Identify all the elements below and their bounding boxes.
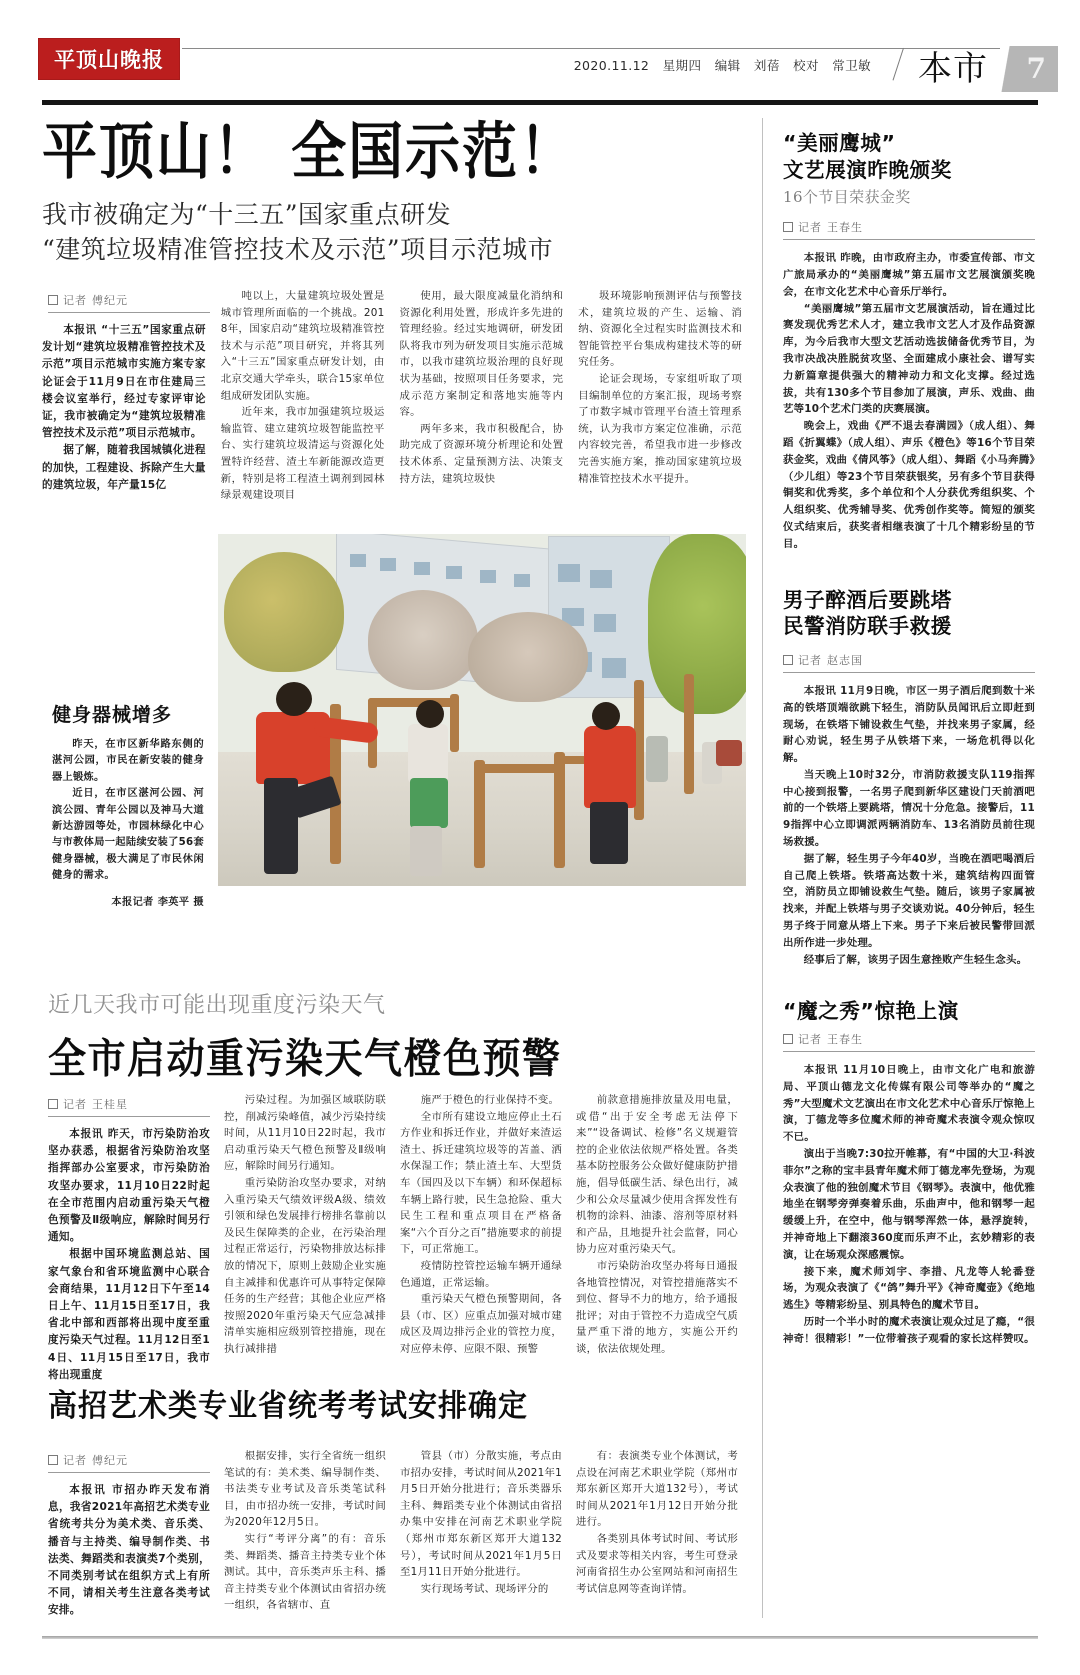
- lead-column-1: [42, 288, 206, 506]
- alert-col3-text: [400, 1092, 562, 1358]
- proofreader-name: 常卫敏: [832, 58, 871, 73]
- exam-byline-name: 傅纪元: [92, 1454, 128, 1467]
- exam-story-columns: [48, 1448, 738, 1616]
- alert-byline-role: 记者: [63, 1098, 87, 1111]
- sidebar-2-title-line1: 男子醉酒后要跳塔: [783, 587, 952, 612]
- paragraph: 当天晚上10时32分，市消防救援支队119指挥中心接到报警，一名男子爬到新华区建设门天前酒吧前的一个铁塔上要跳塔，情况十分危急。接警后，119指挥中心立即调派两辆消防车、13名消防员前往现场救援。: [783, 768, 1035, 849]
- paragraph: 使用，最大限度减量化消纳和资源化利用处置，形成许多先进的管理经验。经过实地调研，研发团队将我市列为研发项目实施示范城市，以我市建筑垃圾治理的良好现状为基础，按照项目任务要求，完成示范方案制定和落地实施等内容。: [399, 290, 564, 419]
- sidebar-divider: [762, 118, 763, 1618]
- sidebar-article-1: [783, 130, 1035, 553]
- lead-column-4: [578, 288, 742, 506]
- paragraph: 本报讯 11月9日晚，市区一男子酒后爬到数十米高的铁塔顶端欲跳下轻生，消防队员闻讯后立即赶到现场，在铁塔下铺设救生气垫，并找来男子家属，经耐心劝说，轻生男子从铁塔下来，一场危机得以化解。: [783, 684, 1035, 765]
- lead-story-header: [42, 115, 742, 266]
- photo-equipment-post: [554, 752, 565, 868]
- sidebar-1-byline-name: 王春生: [827, 221, 863, 235]
- photo-tree: [648, 534, 746, 714]
- fitness-equipment-photo: [218, 534, 746, 886]
- photo-person-distant: [716, 740, 742, 766]
- photo-window: [602, 658, 626, 678]
- alert-col1-text: [48, 1126, 210, 1384]
- sidebar-1-byline: [783, 219, 1035, 240]
- paragraph: 本报讯 “十三五”国家重点研发计划“建筑垃圾精准管控技术及示范”项目示范城市实施方案专家论证会于11月9日在市住建局三楼会议室举行，经过专家评审论证，我市被确定为“建筑垃圾精准管控技术及示范”项目示范城市。: [42, 324, 206, 440]
- photo-caption-title: 健身器械增多: [52, 704, 173, 726]
- sidebar-article-2: [783, 587, 1035, 969]
- paragraph: 疫情防控管控运输车辆开通绿色通道，正常运输。: [400, 1259, 562, 1289]
- exam-col4-text: [576, 1448, 738, 1597]
- sidebar-3-byline-role: 记者: [798, 1033, 822, 1047]
- lead-col1-text: [42, 322, 206, 494]
- lead-subhead-line1: 我市被确定为“十三五”国家重点研发: [42, 200, 452, 230]
- photo-tree: [224, 552, 344, 672]
- paragraph: 经事后了解，该男子因生意挫败产生轻生念头。: [803, 953, 1028, 966]
- photo-window: [446, 566, 462, 579]
- exam-col3-text: [400, 1448, 562, 1597]
- sidebar-2-byline: [783, 652, 1035, 673]
- photo-tree: [468, 612, 588, 702]
- alert-story-columns: [48, 1092, 738, 1381]
- newspaper-logo-text: 平顶山晚报: [54, 47, 164, 72]
- paragraph: 本报讯 市招办昨天发布消息，我省2021年高招艺术类专业省统考共分为美术类、音乐类、播音与主持类、编导制作类、书法类、舞蹈类和表演类7个类别，不同类别考试在组织方式上有所不同，请相关考生注意各类考试安排。: [48, 1484, 210, 1617]
- publication-weekday: 星期四: [662, 58, 702, 73]
- lead-col2-text: [221, 288, 385, 504]
- lead-column-3: [400, 288, 564, 506]
- alert-kicker: 近几天我市可能出现重度污染天气: [48, 993, 386, 1018]
- paragraph: 论证会现场，专家组听取了项目编制单位的方案汇报，现场考察了市数字城市管理平台渣土管理系统，认为我市方案定位准确，示范内容较完善，希望我市进一步修改完善实施方案，推动国家建筑垃圾精准管控技术水平提升。: [578, 372, 742, 485]
- photo-window: [480, 570, 496, 583]
- alert-story-header: [48, 988, 738, 1083]
- alert-headline: 全市启动重污染天气橙色预警: [48, 1034, 562, 1083]
- lead-byline-role: 记者: [63, 294, 87, 307]
- photo-person-head: [276, 682, 312, 716]
- photo-caption-body: [52, 737, 204, 885]
- sidebar-1-body: [783, 250, 1035, 552]
- photo-window: [380, 558, 396, 571]
- photo-window: [414, 562, 430, 575]
- photo-window: [558, 564, 580, 582]
- paragraph: 晚会上，戏曲《严不退去春满园》（成人组）、舞蹈《折翼蝶》（成人组）、声乐《橙色》等16个节目荣获金奖，戏曲《倩风筝》（成人组）、舞蹈《小马奔腾》（少儿组）等23个节目荣获银奖，另有多个节目获得铜奖和优秀奖，多个单位和个人分获优秀组织奖、个人组织奖、优秀辅导奖、优秀创作奖等。简短的颁奖仪式结束后，获奖者相继表演了十几个精彩纷呈的节目。: [783, 420, 1035, 550]
- paragraph: 各类别具体考试时间、考试形式及要求等相关内容，考生可登录河南省招生办公室网站和河南招生考试信息网等查询详情。: [576, 1532, 738, 1595]
- photo-caption-block: [52, 700, 204, 908]
- photo-equipment-arm: [450, 694, 459, 752]
- alert-col4-text: [576, 1092, 738, 1358]
- sidebar-2-title-line2: 民警消防联手救援: [783, 614, 952, 639]
- paragraph: 据了解，轻生男子今年40岁，当晚在酒吧喝酒后自己爬上铁塔。铁塔高达数十米，建筑结构四面管空，消防员立即铺设救生气垫。随后，该男子家属被找来，并配上铁塔与男子交谈劝说。40分钟后，轻生男子终于同意从塔上下来。男子下来后被民警带回派出所作进一步处理。: [783, 852, 1035, 949]
- byline-square-icon: [783, 1034, 793, 1044]
- masthead: [0, 34, 1080, 90]
- photo-equipment-post: [684, 674, 694, 794]
- lead-subhead-line2: “建筑垃圾精准管控技术及示范”项目示范城市: [42, 235, 554, 265]
- sidebar-1-title-line2: 文艺展演昨晚颁奖: [783, 157, 952, 182]
- lead-headline: 平顶山！ 全国示范！: [42, 115, 577, 188]
- photo-window: [594, 614, 616, 632]
- page-number: 7: [1026, 52, 1046, 85]
- sidebar-1-subtitle: 16个节目荣获金奖: [783, 188, 911, 207]
- byline-square-icon: [783, 222, 793, 232]
- sidebar-3-byline-name: 王春生: [827, 1033, 863, 1047]
- exam-story-header: [48, 1382, 738, 1423]
- paragraph: 实行现场考试、现场评分的: [420, 1582, 549, 1595]
- paragraph: 重污染防治攻坚办要求，对纳入重污染天气绩效评级A级、绩效引领和绿色发展排行榜排名靠前以及民生保障类的企业，在污染治理过程正常运行，污染物排放达标排放的情况下，原则上鼓励企业实施自主减排和优惠许可从事特定保障任务的生产经营；其他企业应严格按照2020年重污染天气应急减排清单实施相应级别管控措施，现在执行减排措: [224, 1176, 386, 1355]
- paragraph: 前款意措施排放量及用电量，或借“出于安全考虑无法停下来”“设备调试、检修”名义规避管控的企业依法依规严格处置。各类基本防控服务公众做好健康防护措施，倡导低碳生活、绿色出行，减少和公众尽量减少使用含挥发性有机物的涂料、油漆、溶剂等原材料和产品，且地提升社会监督，同心协力应对重污染天气。: [576, 1094, 738, 1256]
- photo-tree: [368, 590, 478, 690]
- editor-name: 刘蓓: [753, 58, 780, 73]
- masthead-meta: [574, 56, 880, 74]
- paragraph: 市污染防治攻坚办将每日通报各地管控情况，对管控措施落实不到位、督导不力的地方，给予通报批评；对由于管控不力造成空气质量严重下滑的地方，实施公开约谈，依法依规处理。: [576, 1259, 738, 1355]
- photo-person-child-bottom: [410, 778, 448, 828]
- alert-col2-text: [224, 1092, 386, 1358]
- alert-byline-name: 王桂星: [92, 1098, 128, 1111]
- photo-equipment-bar: [368, 698, 458, 707]
- paragraph: 重污染天气橙色预警期间，各县（市、区）应重点加强对城市建成区及周边排污企业的管控力度，对应停未停、应限不限、预警: [400, 1293, 562, 1355]
- paragraph: 根据中国环境监测总站、国家气象台和省环境监测中心联合会商结果，11月12日下午至14日上午、11月15日至17日，我省北中部和西部将出现中度至重度污染天气过程。11月12日至14日、11月15日至17日，我市将出现重度: [48, 1248, 210, 1381]
- sidebar-1-title-line1: “美丽鹰城”: [783, 131, 896, 155]
- paragraph: 近日，在市区湛河公园、河滨公园、青年公园以及神马大道新达游园等处，市园林绿化中心与市教体局一起陆续安装了56套健身器械，极大满足了市民休闲健身的需求。: [52, 788, 204, 882]
- photo-person-distant: [646, 736, 668, 782]
- page-bottom-rule: [42, 1636, 1038, 1639]
- alert-column-4: [576, 1092, 738, 1355]
- sidebar-2-byline-name: 赵志国: [827, 653, 863, 667]
- photo-credit: 本报记者 李英平 摄: [111, 896, 204, 908]
- exam-column-4: [576, 1448, 738, 1616]
- lead-col3-text: [400, 288, 564, 487]
- exam-byline-role: 记者: [63, 1454, 87, 1467]
- publication-date: 2020.11.12: [573, 58, 650, 73]
- sidebar-article-3: [783, 998, 1035, 1347]
- sidebar-1-byline-role: 记者: [798, 221, 822, 235]
- photo-window: [514, 574, 530, 587]
- paragraph: 本报讯 11月10日晚上，由市文化广电和旅游局、平顶山德龙文化传媒有限公司等举办的“魔之秀”大型魔术文艺演出在市文化艺术中心音乐厅惊艳上演，丁德龙等多位魔术师的神奇魔术表演令观众惊叹不已。: [783, 1064, 1035, 1144]
- paragraph: 全市所有建设立地应停止土石方作业和拆迁作业，并做好来渣运渣土、拆迁建筑垃圾等的苫盖、洒水保湿工作；禁止渣土车、大型货车（国四及以下车辆）和环保超标车辆上路行驶，民生急抢险、重大民生工程和重点项目在严格备案“六个百分之百”措施要求的前提下，可正常施工。: [400, 1110, 562, 1256]
- sidebar-3-body: [783, 1062, 1035, 1348]
- paragraph: 吨以上，大量建筑垃圾处置是城市管理所面临的一个挑战。2018年，国家启动“建筑垃圾精准管控技术与示范”项目研究，并将其列入“十三五”国家重点研发计划，由北京交通大学牵头，联合15家单位组成研发团队实施。: [220, 290, 385, 402]
- lead-byline-name: 傅纪元: [92, 294, 128, 307]
- photo-window: [590, 570, 612, 588]
- paragraph: 历时一个半小时的魔术表演让观众过足了瘾，“很神奇！很精彩！”一位带着孩子观看的家长这样赞叹。: [783, 1316, 1035, 1345]
- paragraph: 有：表演类专业个体测试，考点设在河南艺术职业学院（郑州市郑东新区郑开大道132号），考试时间从2021年1月12日开始分批进行。: [576, 1450, 738, 1529]
- paragraph: 本报讯 昨晚，由市政府主办，市委宣传部、市文广旅局承办的“美丽鹰城”第五届市文艺展演颁奖晚会，在市文化艺术中心音乐厅举行。: [783, 252, 1035, 298]
- exam-column-1: [48, 1448, 210, 1616]
- paragraph: 两年多来，我市积极配合，协助完成了资源环境分析理论和处置技术体系、定量预测方法、决策支持方法，建筑垃圾快: [399, 422, 564, 485]
- paragraph: “美丽鹰城”第五届市文艺展演活动，旨在通过比赛发现优秀艺术人才，建立我市文艺人才及作品资源库，为今后我市大型文艺活动选拔储备优秀节目，为我市决战决胜脱贫攻坚、全面建成小康社会、谱写实力新篇章提供强大的精神动力和文化支撑。经过选拔，共有130多个节目参加了展演，声乐、戏曲、曲艺等10个艺术门类的庆赛展演。: [783, 302, 1035, 416]
- masthead-slash-divider: [893, 48, 904, 81]
- sidebar: [783, 130, 1035, 1348]
- sidebar-3-title-line1: “魔之秀”惊艳上演: [783, 999, 959, 1024]
- sidebar-3-byline: [783, 1031, 1035, 1052]
- byline-square-icon: [783, 655, 793, 665]
- paragraph: 实行“考评分离”的有：音乐类、舞蹈类、播音主持类专业个体测试。其中，音乐类声乐主科、播音主持类专业个体测试由省招办统一组织，各省辖市、直: [224, 1532, 386, 1612]
- photo-window: [350, 554, 366, 567]
- sidebar-2-byline-role: 记者: [798, 653, 822, 667]
- exam-headline: 高招艺术类专业省统考考试安排确定: [48, 1387, 529, 1424]
- exam-col1-text: [48, 1482, 210, 1620]
- photo-person-head: [416, 700, 444, 728]
- sidebar-2-body: [783, 683, 1035, 969]
- alert-column-1: [48, 1092, 210, 1381]
- paragraph: 演出于当晚7:30拉开帷幕，有“中国的大卫·科波菲尔”之称的宝丰县青年魔术师丁德龙率先登场，为观众表演了他的独创魔术节目《钢琴》。表演中，他优雅地坐在钢琴旁弹奏着乐曲，乐曲声中，他和钢琴一起缓缓上升，在空中，他与钢琴浑然一体，悬浮旋转，并神奇地上下翻滚360度而乐声不止，玄妙精彩的表演，让在场观众深感震惊。: [783, 1148, 1035, 1261]
- exam-column-2: [224, 1448, 386, 1616]
- photo-person-legs: [590, 802, 628, 864]
- lead-column-2: [221, 288, 385, 506]
- exam-column-3: [400, 1448, 562, 1616]
- paragraph: 昨天，在市区新华路东侧的湛河公园，市民在新安装的健身器上锻炼。: [52, 739, 204, 783]
- lead-story-columns: [42, 288, 742, 506]
- photo-equipment-bar: [482, 764, 562, 773]
- photo-person-child-top: [408, 724, 448, 784]
- paragraph: 据了解，随着我国城镇化进程的加快，工程建设、拆除产生大量的建筑垃圾，年产量15亿: [42, 444, 206, 491]
- paragraph: 本报讯 昨天，市污染防治攻坚办获悉，根据省污染防治攻坚指挥部办公室要求，市污染防治攻坚办要求，11月10日22时起在全市范围内启动重污染天气橙色预警及Ⅱ级响应，解除时间另行通知。: [48, 1128, 210, 1244]
- page-number-badge: [1000, 46, 1058, 92]
- paragraph: 污染过程。为加强区域联防联控，削减污染峰值，减少污染持续时间，从11月10日22时起，我市启动重污染天气橙色预警及Ⅱ级响应，解除时间另行通知。: [224, 1094, 386, 1173]
- paragraph: 圾环境影响预测评估与预警技术，建筑垃圾的产生、运输、消纳、资源化全过程实时监测技术和智能管控平台集成构建技术等的研究任务。: [578, 290, 742, 369]
- masthead-heavy-rule: [42, 100, 1038, 105]
- alert-column-2: [224, 1092, 386, 1355]
- alert-column-3: [400, 1092, 562, 1355]
- section-name: 本市: [918, 49, 988, 89]
- proofreader-label: 校对: [793, 58, 819, 73]
- paragraph: 施严于橙色的行业保持不变。: [420, 1094, 560, 1106]
- photo-equipment-post: [474, 760, 485, 868]
- paragraph: 近年来，我市加强建筑垃圾运输监管、建立建筑垃圾智能监控平台、实行建筑垃圾清运与资源化处置特许经营、渣土车新能源改造更新，特别是将工程渣土调剂到园林绿景观建设项目: [220, 406, 385, 502]
- photo-person-child-legs: [410, 826, 442, 876]
- photo-person-red2-torso: [584, 726, 636, 808]
- paragraph: 接下来，魔术师刘宇、李措、凡龙等人轮番登场，为观众表演了《“鸽”舞升平》《神奇魔壶》《绝地逃生》等精彩纷呈、别具特色的魔术节目。: [783, 1265, 1035, 1312]
- photo-person-head: [592, 702, 620, 730]
- paragraph: 管县（市）分散实施，考点由市招办安排，考试时间从2021年1月5日开始分批进行；音乐类器乐主科、舞蹈类专业个体测试由省招办集中安排在河南艺术职业学院（郑州市郑东新区郑开大道132号），考试时间从2021年1月5日至1月11日开始分批进行。: [400, 1450, 562, 1579]
- exam-col2-text: [224, 1448, 386, 1614]
- editor-label: 编辑: [714, 58, 741, 73]
- newspaper-logo: [38, 38, 180, 80]
- lead-col4-text: [578, 288, 742, 487]
- paragraph: 根据安排，实行全省统一组织笔试的有：美术类、编导制作类、书法类专业考试及音乐类笔试科目，由市招办统一安排，考试时间为2020年12月5日。: [224, 1450, 386, 1529]
